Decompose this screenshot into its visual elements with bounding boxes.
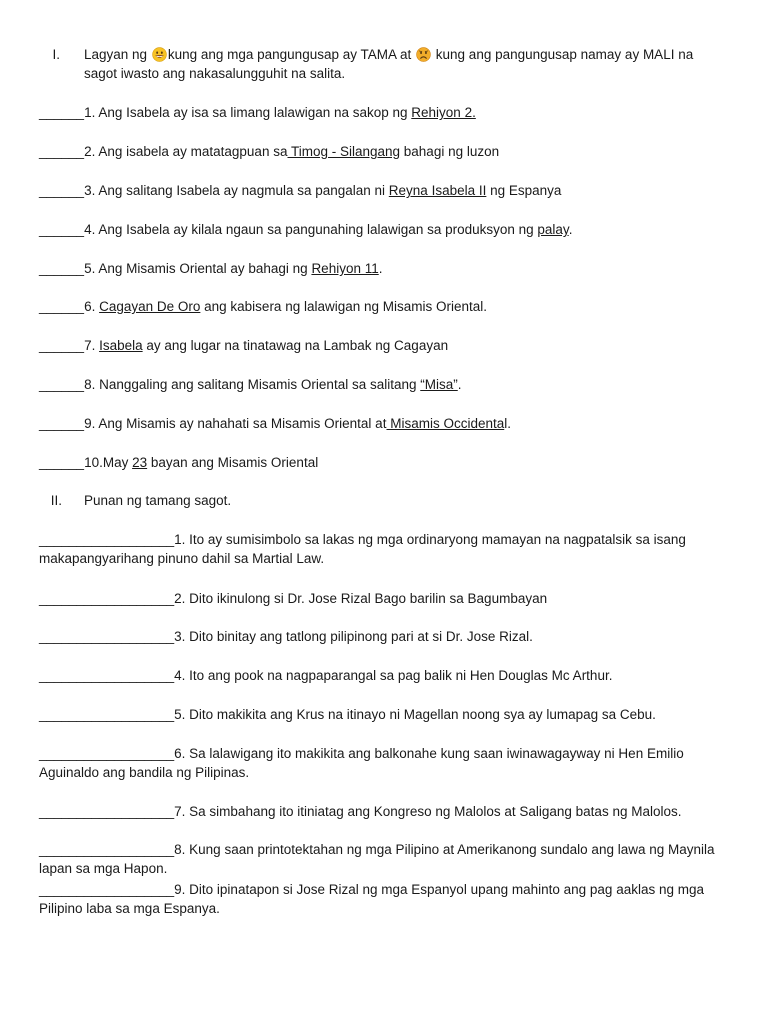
part2-item: [39, 705, 729, 724]
part1-item: [39, 375, 729, 394]
item-text: 8. Nanggaling ang salitang Misamis Oriental sa salitang: [84, 377, 421, 392]
part1-item: [39, 181, 729, 200]
underlined-term: Rehiyon 2.: [411, 105, 476, 120]
answer-blank: __________________: [39, 532, 175, 547]
underlined-term: Rehiyon 11: [311, 261, 379, 276]
item-text: bahagi ng luzon: [400, 144, 500, 159]
item-text: 7.: [84, 338, 100, 353]
item-text: 1. Ang Isabela ay isa sa limang lalawigan na sakop ng: [84, 105, 412, 120]
part1-item: [39, 297, 729, 316]
item-text: bayan ang Misamis Oriental: [147, 455, 319, 470]
item-text: 9. Ang Misamis ay nahahati sa Misamis Oriental at: [84, 416, 387, 431]
item-text: 2. Dito ikinulong si Dr. Jose Rizal Bago barilin sa Bagumbayan: [174, 591, 548, 606]
item-text: 6. Sa lalawigang ito makikita ang balkonahe kung saan iwinawagayway ni Hen Emilio Aguinaldo ang bandila ng Pilipinas.: [39, 746, 684, 780]
item-text: 7. Sa simbahang ito itiniatag ang Kongreso ng Malolos at Saligang batas ng Malolos.: [174, 804, 682, 819]
part2-item: [39, 666, 729, 685]
part2-numeral: II.: [50, 493, 62, 508]
item-text: .: [378, 261, 383, 276]
answer-blank: ______: [39, 261, 85, 276]
part2-item: [39, 627, 729, 646]
part1-item: [39, 414, 729, 433]
underlined-term: palay: [537, 222, 569, 237]
part2-instruction-text: Punan ng tamang sagot.: [84, 493, 232, 508]
answer-blank: __________________: [39, 668, 175, 683]
item-text: 6.: [84, 299, 100, 314]
part1-item: [39, 220, 729, 239]
answer-blank: ______: [39, 338, 85, 353]
answer-blank: ______: [39, 222, 85, 237]
item-text: 1. Ito ay sumisimbolo sa lakas ng mga ordinaryong mamayan na nagpatalsik sa isang makapangyarihang pinuno dahil sa Martial Law.: [39, 532, 686, 566]
smiling-face-emoji-icon: [152, 47, 167, 62]
item-text: ay ang lugar na tinatawag na Lambak ng Cagayan: [142, 338, 449, 353]
part2-item: [39, 802, 729, 821]
item-text: 9. Dito ipinatapon si Jose Rizal ng mga Espanyol upang mahinto ang pag aaklas ng mga Pilipino laba sa mga Espanya.: [39, 882, 704, 916]
part1-instruction-text: Lagyan ng kung ang mga pangungusap ay TAMA at kung ang pangungusap namay ay MALI na sagot iwasto ang nakasalungguhit na salita.: [84, 47, 694, 81]
part1-item: [39, 453, 729, 472]
part2-item: [39, 840, 729, 878]
answer-blank: ______: [39, 299, 85, 314]
answer-blank: ______: [39, 377, 85, 392]
answer-blank: __________________: [39, 746, 175, 761]
item-text: 4. Ang Isabela ay kilala ngaun sa pangunahing lalawigan sa produksyon ng: [84, 222, 538, 237]
underlined-term: 23: [132, 455, 148, 470]
underlined-term: Isabela: [99, 338, 143, 353]
item-text: 4. Ito ang pook na nagpaparangal sa pag balik ni Hen Douglas Mc Arthur.: [174, 668, 613, 683]
item-text: l.: [504, 416, 511, 431]
answer-blank: __________________: [39, 882, 175, 897]
answer-blank: ______: [39, 183, 85, 198]
part2-item: [39, 589, 729, 608]
answer-blank: __________________: [39, 707, 175, 722]
answer-blank: ______: [39, 416, 85, 431]
answer-blank: __________________: [39, 804, 175, 819]
item-text: 3. Ang salitang Isabela ay nagmula sa pangalan ni: [84, 183, 389, 198]
part1-item: [39, 103, 729, 122]
item-text: 5. Ang Misamis Oriental ay bahagi ng: [84, 261, 312, 276]
part1-numeral: I.: [52, 47, 60, 62]
answer-blank: __________________: [39, 842, 175, 857]
part1-item: [39, 336, 729, 355]
item-text: ng Espanya: [486, 183, 562, 198]
item-text: 3. Dito binitay ang tatlong pilipinong pari at si Dr. Jose Rizal.: [174, 629, 533, 644]
answer-blank: ______: [39, 105, 85, 120]
underlined-term: “Misa”: [420, 377, 458, 392]
part1-item: [39, 259, 729, 278]
item-text: 2. Ang isabela ay matatagpuan sa: [84, 144, 288, 159]
item-text: ang kabisera ng lalawigan ng Misamis Oriental.: [200, 299, 488, 314]
part2-item: [39, 880, 729, 918]
underlined-term: Timog - Silangang: [287, 144, 401, 159]
answer-blank: ______: [39, 455, 85, 470]
underlined-term: Cagayan De Oro: [99, 299, 201, 314]
item-text: 10.May: [84, 455, 133, 470]
underlined-term: Reyna Isabela II: [388, 183, 487, 198]
part2-item: [39, 744, 729, 782]
sad-face-emoji-icon: [416, 47, 431, 62]
answer-blank: __________________: [39, 591, 175, 606]
item-text: 5. Dito makikita ang Krus na itinayo ni Magellan noong sya ay lumapag sa Cebu.: [174, 707, 656, 722]
answer-blank: __________________: [39, 629, 175, 644]
underlined-term: Misamis Occidenta: [386, 416, 505, 431]
item-text: 8. Kung saan printotektahan ng mga Pilipino at Amerikanong sundalo ang lawa ng Maynila lapan sa mga Hapon.: [39, 842, 715, 876]
item-text: .: [568, 222, 573, 237]
part2-item: [39, 530, 729, 568]
item-text: .: [457, 377, 462, 392]
answer-blank: ______: [39, 144, 85, 159]
part1-item: [39, 142, 729, 161]
